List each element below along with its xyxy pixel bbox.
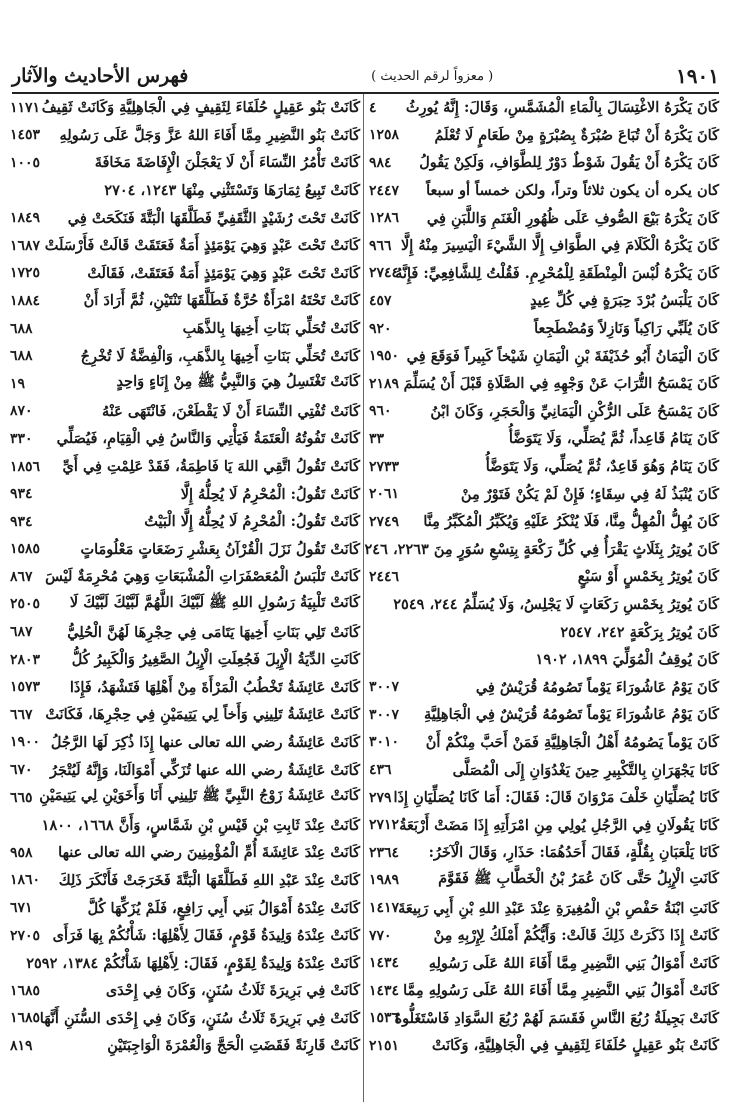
index-entry — [10, 784, 360, 812]
entry-number: ١٤١٧ — [369, 900, 400, 917]
entry-number: ٦٦٥ — [10, 789, 33, 806]
index-entry — [369, 922, 719, 950]
entry-number: ١٨٦٠ — [10, 872, 41, 889]
index-entry — [369, 453, 719, 481]
entry-number: ١٠٠٥ — [10, 154, 41, 171]
entry-text: كَانَ يُوتِرُ بِخَمْسِ رَكَعَاتٍ لَا يَجْلِسُ، وَلَا يُسَلِّمُ ٢٤٤، ٢٥٤٩ — [393, 595, 719, 613]
entry-text: كَانَ يَكْرَهُ لُبْسَ الْمِنْطَقَةِ لِلْمُحْرِمِ. فَقُلْتُ لِلشَّافِعِيِّ: فَإِنَّهُ — [395, 264, 719, 282]
entry-text: كَانَتْ عِنْدَهُ أَمْوَالُ بَنِي أَبِي رَافِعٍ، فَلَمْ يُزَكِّهَا كُلَّ — [87, 899, 360, 917]
entry-text: كَانَتْ عَائِشَةُ رضي الله تعالى عنها إِذَا ذُكِرَ لَهَا الرَّجُلُ — [50, 733, 360, 751]
entry-text: كَانَا يَقُولَانِ فِي الرَّجُلِ يُولِي مِنِ امْرَأَتِهِ إِذَا مَضَتْ أَرْبَعَةُ — [399, 816, 719, 834]
center-title: ( معزواً لرقم الحديث ) — [371, 68, 494, 84]
entry-number: ١٤٣٤ — [369, 955, 400, 972]
entry-number: ١٩٠٠ — [10, 734, 41, 751]
entry-number: ٤٣٦ — [369, 762, 392, 779]
index-entry — [10, 811, 360, 839]
entry-text: كَانَتْ بَنُو عَقِيلٍ حُلَفَاءَ لِثَقِيفٍ فِي الْجَاهِلِيَّةِ وَكَانَتْ ثَقِيفُ — [41, 99, 360, 117]
entry-number: ٩٦٠ — [369, 403, 392, 420]
index-entry — [369, 177, 719, 205]
entry-text: كَانَتْ تَلْبَسُ الْمُعَصْفَرَاتِ الْمُشْبَعَاتِ وَهِيَ مُحْرِمَةٌ لَيْسَ — [45, 568, 360, 586]
entry-number: ١٤٥٣ — [10, 127, 41, 144]
entry-number: ٣٣٠ — [10, 430, 33, 447]
index-entry — [10, 949, 360, 977]
entry-text: كَانَتْ بَنُو النَّضِيرِ مِمَّا أَفَاءَ اللهُ عَزَّ وَجَلَّ عَلَى رَسُولِهِ — [59, 126, 360, 144]
entry-number: ٢٧٩ — [369, 789, 392, 806]
index-entry — [10, 729, 360, 757]
index-entry — [369, 756, 719, 784]
entry-number: ٣٠٠٧ — [369, 679, 400, 696]
index-entry — [10, 149, 360, 177]
index-entry — [369, 977, 719, 1005]
entry-number: ١٢٥٨ — [369, 127, 400, 144]
index-entry — [10, 204, 360, 232]
entry-number: ٢٥٠٥ — [10, 596, 41, 613]
entry-number: ١٩٥٠ — [369, 348, 400, 365]
entry-text: كَانَتْ تَغْتَسِلُ هِيَ وَالنَّبِيُّ ﷺ مِنْ إِنَاءٍ وَاحِدٍ — [116, 373, 360, 391]
index-entry — [10, 563, 360, 591]
entry-text: كَانَ يَوْمُ عَاشُورَاءَ يَوْماً تَصُومُهُ قُرَيْشٌ فِي الْجَاهِلِيَّةِ — [423, 706, 719, 724]
entry-text: كَانَتْ تَحْتَ رُشَيْدٍ الثَّقَفِيِّ فَطَلَّقَهَا الْبَتَّةَ فَنَكَحَتْ فِي — [67, 209, 360, 227]
index-entry — [10, 894, 360, 922]
entry-text: كَانَتْ عِنْدَهُ وَلِيدَةٌ لِقَوْمٍ، فَقَالَ: لِأَهْلِهَا شَأْنُكُمْ ١٣٨٤، ٢٥٩٢ — [26, 954, 360, 972]
entry-text: كَانَتْ تَحْتَهُ امْرَأَةٌ حُرَّةٌ فَطَلَّقَهَا تَنْتَيْنِ، ثُمَّ أَرَادَ أَنْ — [83, 292, 360, 310]
entry-text: كَانَ يَكْرَهُ الْكَلَامَ فِي الطَّوَافِ إِلَّا الشَّيْءَ الْيَسِيرَ مِنْهُ إِلَّا — [401, 237, 719, 255]
entry-text: كَانَ يُوتِرُ بِثَلَاثٍ يَقْرَأُ فِي كُلِّ رَكْعَةٍ بِتِسْعِ سُوَرٍ مِنَ ٢٢٦٣، ٢٤٦ — [364, 540, 719, 558]
index-entry — [10, 260, 360, 288]
entry-text: كَانَ يُوتِرُ بِخَمْسٍ أَوْ سَبْعٍ — [577, 568, 719, 586]
index-entry — [10, 536, 360, 564]
entry-number: ٩٣٤ — [10, 513, 33, 530]
entry-number: ١٥٨٥ — [10, 541, 41, 558]
entry-number: ١٥٧٣ — [10, 679, 41, 696]
entry-number: ٢٧٤٩ — [369, 513, 400, 530]
entry-text: كَانَ يَنَامُ قَاعِداً، ثُمَّ يُصَلِّي، وَلَا يَتَوَضَّأُ — [508, 430, 719, 448]
entry-text: كَانَتْ عِنْدَهُ وَلِيدَةُ قَوْمٍ، فَقَالَ لِأَهْلِهَا: شَأْنُكُمْ بِهَا فَرَأَى — [52, 927, 360, 945]
entry-text: كَانَتْ عَائِشَةُ تَلِينِي وَأَخاً لِي يَتِيمَيْنِ فِي حِجْرِهَا، فَكَانَتْ — [45, 706, 360, 724]
index-entry — [10, 673, 360, 701]
entry-text: كَانَ يُنْبَذُ لَهُ فِي سِقَاءٍ؛ فَإِنْ لَمْ يَكُنْ فَتَوْرٌ مِنْ — [460, 485, 719, 503]
index-entry — [369, 729, 719, 757]
index-entry — [10, 1032, 360, 1060]
index-entry — [10, 177, 360, 205]
index-entry — [10, 122, 360, 150]
index-entry — [10, 94, 360, 122]
entry-text: كَانَ يَوْمُ عَاشُورَاءَ يَوْماً تَصُومُهُ قُرَيْشٌ فِي — [475, 678, 719, 696]
index-entry — [369, 425, 719, 453]
entry-text: كَانَتْ تُفْتِي النِّسَاءَ أَنْ لَا يَقْطَعْنَ، فَانْتَهَى عَنْهُ — [101, 402, 360, 420]
index-entry — [10, 342, 360, 370]
entry-number: ١٢٨٦ — [369, 210, 400, 227]
entry-number: ١٥٣٦ — [369, 1010, 400, 1027]
left-column — [10, 94, 360, 1060]
index-entry — [369, 1032, 719, 1060]
index-entry — [369, 1005, 719, 1033]
entry-text: كَانَ يُلَبِّي رَاكِباً وَنَازِلاً وَمُضْطَجِعاً — [534, 320, 719, 338]
entry-text: كَانَتْ تَحْتَ عَبْدٍ وَهِيَ يَوْمَئِذٍ أَمَةٌ فَعَتَقَتْ قَالَتْ فَأَرْسَلَتْ — [44, 237, 360, 255]
entry-number: ٦٦٧ — [10, 706, 33, 723]
entry-text: كَانَتْ تَحْتَ عَبْدٍ وَهِيَ يَوْمَئِذٍ أَمَةٌ فَعَتَقَتْ، فَقَالَتْ — [87, 264, 360, 282]
entry-text: كَانَ يَمْسَحُ عَلَى الرُّكْنِ الْيَمَانِيِّ وَالْحَجَرِ، وَكَانَ ابْنُ — [430, 402, 719, 420]
index-entry — [369, 398, 719, 426]
index-entry — [10, 398, 360, 426]
right-column — [364, 94, 719, 1060]
entry-number: ٩٢٠ — [369, 320, 392, 337]
index-entry — [10, 977, 360, 1005]
book-title: فهرس الأحاديث والآثار — [12, 65, 189, 87]
index-entry — [369, 149, 719, 177]
entry-number: ٣٠١٠ — [369, 734, 400, 751]
index-entry — [369, 122, 719, 150]
entry-text: كَانَتْ عِنْدَ عَائِشَةَ أُمِّ الْمُؤْمِنِينَ رضي الله تعالى عنها — [58, 844, 360, 862]
entry-text: كَانَتْ تَفُوتُهُ الْعَتَمَةُ فَيَأْتِي وَالنَّاسُ فِي الْقِيَامِ، فَيُصَلِّي — [56, 430, 360, 448]
entry-text: كَانَتِ ابْنَةُ حَفْصِ بْنِ الْمُغِيرَةِ عِنْدَ عَبْدِ اللهِ بْنِ أَبِي رَبِيعَةَ — [398, 899, 719, 917]
index-entry — [369, 894, 719, 922]
entry-number: ٦٨٨ — [10, 320, 33, 337]
entry-number: ١٩ — [10, 375, 26, 392]
entry-number: ٨٧٠ — [10, 403, 33, 420]
entry-number: ٢٧١٢ — [369, 817, 400, 834]
entry-number: ٢٧٠٥ — [10, 927, 41, 944]
index-entry — [369, 867, 719, 895]
column-divider — [363, 94, 364, 1102]
entry-text: كَانَا يُصَلِّيَانِ خَلْفَ مَرْوَانَ قَالَ: فَقَالَ: أَمَا كَانَا يُصَلِّيَانِ إِذَا — [393, 789, 719, 807]
index-entry — [369, 232, 719, 260]
entry-text: كَانَتِ الْإِبِلُ حَتَّى كَانَ عُمَرُ بْنُ الْخَطَّابِ ﷺ فَقَوَّمَ — [438, 869, 719, 887]
index-entry — [369, 260, 719, 288]
entry-text: كَانَتْ تَلْبِيَةُ رَسُولِ اللهِ ﷺ لَبَّيْكَ اللَّهُمَّ لَبَّيْكَ لَبَّيْكَ لَا — [69, 593, 360, 611]
entry-number: ١٦٨٥ — [10, 1010, 41, 1027]
index-entry — [10, 922, 360, 950]
entry-text: كَانَ يَنَامُ وَهُوَ قَاعِدٌ، ثُمَّ يُصَلِّي، وَلَا يَتَوَضَّأُ — [485, 458, 719, 476]
entry-number: ١٧٢٥ — [10, 265, 41, 282]
entry-number: ١٦٨٥ — [10, 982, 41, 999]
entry-text: كَانَتْ تَقُولُ نَزَلَ الْقُرْآنُ بِعَشْرِ رَضَعَاتٍ مَعْلُومَاتٍ — [80, 540, 360, 558]
entry-text: كَانَتْ إِذَا ذَكَرَتْ ذَلِكَ قَالَتْ: وَأَيُّكُمْ أَمْلَكُ لِإِرْبِهِ مِنْ — [433, 927, 719, 945]
entry-number: ٢٧٤٤ — [369, 265, 400, 282]
entry-text: كان يكره أن يكون ثلاثاً وتراً، ولكن خمساً أو سبعاً — [426, 182, 719, 200]
entry-text: كَانَ يَوْماً يَصُومُهُ أَهْلُ الْجَاهِلِيَّةِ فَمَنْ أَحَبَّ مِنْكُمْ أَنْ — [425, 733, 719, 751]
entry-number: ٢٨٠٣ — [10, 651, 41, 668]
entry-number: ٩٦٦ — [369, 237, 392, 254]
index-entry — [10, 701, 360, 729]
index-entry — [369, 480, 719, 508]
index-entry — [369, 673, 719, 701]
entry-text: كَانَ يَكْرَهُ الاغْتِسَالَ بِالْمَاءِ الْمُشَمَّسِ، وَقَالَ: إِنَّهُ يُورِثُ — [405, 99, 719, 117]
entry-number: ٦٧١ — [10, 900, 33, 917]
entry-text: كَانَ يَمْسَحُ التُّرَابَ عَنْ وَجْهِهِ فِي الصَّلَاةِ قَبْلَ أَنْ يُسَلِّمَ — [403, 375, 719, 393]
index-entry — [369, 204, 719, 232]
page-number: ١٩٠١ — [676, 64, 719, 88]
index-entry — [10, 232, 360, 260]
index-entry — [369, 287, 719, 315]
entry-number: ٢٠٦١ — [369, 486, 400, 503]
entry-number: ٣٠٠٧ — [369, 706, 400, 723]
index-entry — [369, 618, 719, 646]
index-entry — [369, 784, 719, 812]
index-entry — [10, 839, 360, 867]
index-entry — [369, 370, 719, 398]
index-entry — [369, 508, 719, 536]
entry-text: كَانَا يَجْهَرَانِ بِالتَّكْبِيرِ حِينَ يَغْدُوَانِ إِلَى الْمُصَلَّى — [452, 761, 719, 779]
entry-text: كَانَتْ تَأْمُرُ النِّسَاءَ أَنْ لَا يَعْجَلْنَ الْإِفَاضَةَ مَخَافَةَ — [94, 154, 360, 172]
entry-number: ١٨٤٩ — [10, 210, 41, 227]
entry-text: كَانَتْ عِنْدَ ثَابِتِ بْنِ قَيْسِ بْنِ شَمَّاسٍ، وَأَنَّ ١٦٦٨، ١٨٠٠ — [41, 816, 360, 834]
entry-number: ٢٧٣٣ — [369, 458, 400, 475]
index-entry — [10, 591, 360, 619]
entry-number: ٤٥٧ — [369, 292, 392, 309]
entry-text: كَانَتْ فِي بَرِيرَةَ ثَلَاثُ سُنَنٍ، وَكَانَ فِي إِحْدَى — [105, 982, 360, 1000]
entry-text: كَانَتْ تُحَلِّي بَنَاتِ أَخِيهَا بِالذَّهَبِ — [182, 320, 360, 338]
entry-text: كَانَتْ أَمْوَالُ بَنِي النَّضِيرِ مِمَّا أَفَاءَ اللهُ عَلَى رَسُولِهِ مِمَّا — [403, 982, 719, 1000]
index-entry — [369, 563, 719, 591]
entry-text: كَانَتْ تُحَلِّي بَنَاتِ أَخِيهَا بِالذَّهَبِ، وَالْفِضَّةُ لَا تُخْرِجُ — [80, 347, 360, 365]
entry-text: كَانَتْ عَائِشَةُ زَوْجُ النَّبِيِّ ﷺ تَلِينِي أَنَا وَأَخَوَيْنِ لِي يَتِيمَيْنِ — [39, 787, 360, 805]
index-entry — [10, 425, 360, 453]
entry-number: ١٨٨٤ — [10, 292, 41, 309]
entry-text: كَانَ يُوقِفُ الْمُوَلِّيَ ١٨٩٩، ١٩٠٢ — [535, 651, 719, 669]
entry-text: كَانَتْ قَارِنَةً فَقَضَتِ الْحَجَّ وَالْعُمْرَةَ الْوَاجِبَتَيْنِ — [107, 1037, 360, 1055]
entry-text: كَانَتْ تَقُولُ: الْمُحْرِمُ لَا يُحِلُّهُ إِلَّا الْبَيْتُ — [144, 513, 360, 531]
entry-number: ٢٣٦٤ — [369, 844, 400, 861]
entry-number: ١٨٥٦ — [10, 458, 41, 475]
entry-number: ٩٥٨ — [10, 844, 33, 861]
entry-text: كَانَتْ تَلِي بَنَاتِ أَخِيهَا يَتَامَى فِي حِجْرِهَا لَهُنَّ الْحُلِيُّ — [67, 623, 360, 641]
index-entry — [10, 646, 360, 674]
entry-number: ٦٨٨ — [10, 348, 33, 365]
entry-number: ٢٤٤٦ — [369, 568, 400, 585]
index-entry — [10, 370, 360, 398]
index-entry — [10, 315, 360, 343]
index-entry — [10, 618, 360, 646]
entry-text: كَانَتِ الدِّيَةُ الْإِبِلَ فَجُعِلَتِ الْإِبِلُ الصَّغِيرُ وَالْكَبِيرُ كُلُّ — [71, 651, 360, 669]
entry-number: ١٩٨٩ — [369, 872, 400, 889]
index-entry — [10, 287, 360, 315]
index-entry — [369, 701, 719, 729]
index-entry — [364, 536, 719, 564]
entry-number: ٨١٩ — [10, 1037, 33, 1054]
entry-number: ٩٨٤ — [369, 154, 392, 171]
entry-number: ٧٧٠ — [369, 927, 392, 944]
entry-text: كَانَتْ أَمْوَالُ بَنِي النَّضِيرِ مِمَّا أَفَاءَ اللهُ عَلَى رَسُولِهِ — [428, 954, 719, 972]
entry-number: ٤ — [369, 99, 377, 116]
entry-text: كَانَتْ عَائِشَةُ رضي الله عنها تُزَكِّي أَمْوَالَنَا، وَإِنَّهُ لَيُتْجَرُ — [50, 761, 360, 779]
entry-text: كَانَ يَكْرَهُ أَنْ يَقُولَ شَوْطٌ دَوْرٌ لِلطَّوَافِ، وَلَكِنْ يَقُولُ — [419, 154, 719, 172]
index-entry — [10, 867, 360, 895]
entry-text: كَانَتْ عِنْدَ عَبْدِ اللهِ فَطَلَّقَهَا الْبَتَّةَ فَخَرَجَتْ فَأَنْكَرَ ذَلِكَ — [58, 871, 360, 889]
index-entry — [369, 839, 719, 867]
entry-text: كَانَتْ عَائِشَةُ تَخْطُبُ الْمَرْأَةَ مِنْ أَهْلِهَا فَتَشْهَدُ، فَإِذَا — [69, 678, 360, 696]
entry-text: كَانَ يُوتِرُ بِرَكْعَةٍ ٢٤٢، ٢٥٤٧ — [560, 623, 719, 641]
index-entry — [10, 453, 360, 481]
entry-text: كَانَا يَلْعَبَانِ بِقُلَّةٍ، فَقَالَ أَحَدُهُمَا: حَذَارِ، وَقَالَ الْآخَرُ: — [428, 844, 719, 862]
index-entry — [369, 94, 719, 122]
entry-number: ١٦٨٧ — [10, 237, 41, 254]
entry-number: ٨٦٧ — [10, 568, 33, 585]
entry-text: كَانَ الْيَمَانُ أَبُو حُذَيْفَةَ بْنِ الْيَمَانِ شَيْخاً كَبِيراً فَوَقَعَ فِي — [406, 347, 719, 365]
entry-number: ٦٨٧ — [10, 624, 33, 641]
page-header — [12, 60, 719, 92]
entry-text: كَانَتْ تَبِيعُ ثِمَارَهَا وَتَسْتَثْنِي مِنْهَا ١٢٤٣، ٢٧٠٤ — [104, 182, 360, 200]
entry-text: كَانَ يَكْرَهُ أَنْ تُبَاعَ صُبْرَةٌ بِصُبْرَةٍ مِنْ طَعَامٍ لَا تُعْلَمُ — [434, 126, 719, 144]
entry-text: كَانَتْ بَنُو عَقِيلٍ حُلَفَاءَ لِثَقِيفٍ فِي الْجَاهِلِيَّةِ، وَكَانَتْ — [431, 1037, 719, 1055]
entry-number: ٦٧٠ — [10, 762, 33, 779]
entry-number: ٢٤٤٧ — [369, 182, 400, 199]
entry-text: كَانَتْ تَقُولُ اتَّقِي اللهَ يَا فَاطِمَةُ، فَقَدْ عَلِمْتِ فِي أَيِّ — [62, 458, 360, 476]
index-entry — [369, 646, 719, 674]
entry-text: كَانَتْ تَقُولُ: الْمُحْرِمُ لَا يُحِلُّهُ إِلَّا — [180, 485, 360, 503]
index-entry — [10, 756, 360, 784]
entry-number: ١٤٣٤ — [369, 982, 400, 999]
entry-text: كَانَ يَكْرَهُ بَيْعَ الصُّوفِ عَلَى ظُهُورِ الْغَنَمِ وَاللَّبَنِ فِي — [426, 209, 719, 227]
index-entry — [369, 591, 719, 619]
entry-text: كَانَ يَلْبَسُ بُرْدَ حِبَرَةٍ فِي كُلِّ عِيدٍ — [530, 292, 719, 310]
index-entry — [10, 508, 360, 536]
index-entry — [369, 342, 719, 370]
entry-text: كَانَتْ فِي بَرِيرَةَ ثَلَاثُ سُنَنٍ، وَكَانَ فِي إِحْدَى السُّنَنِ أَنَّهَا — [39, 1009, 360, 1027]
entry-number: ٣٣ — [369, 430, 385, 447]
entry-number: ٩٣٤ — [10, 486, 33, 503]
entry-number: ٢١٨٩ — [369, 375, 400, 392]
entry-text: كَانَ يُهِلُّ الْمُهِلُّ مِنَّا، فَلَا يُنْكَرُ عَلَيْهِ وَيُكَبِّرُ الْمُكَبِّرُ مِنَّا — [423, 513, 719, 531]
index-entry — [10, 480, 360, 508]
entry-number: ١١٧١ — [10, 99, 41, 116]
index-entry — [369, 315, 719, 343]
entry-number: ٢١٥١ — [369, 1037, 400, 1054]
index-entry — [369, 949, 719, 977]
index-entry — [10, 1005, 360, 1033]
index-entry — [369, 811, 719, 839]
entry-text: كَانَتْ بَجِيلَةُ رُبُعَ النَّاسِ فَقَسَمَ لَهُمْ رُبُعَ السَّوَادِ فَاسْتَغَلُّوهُ — [394, 1009, 719, 1027]
